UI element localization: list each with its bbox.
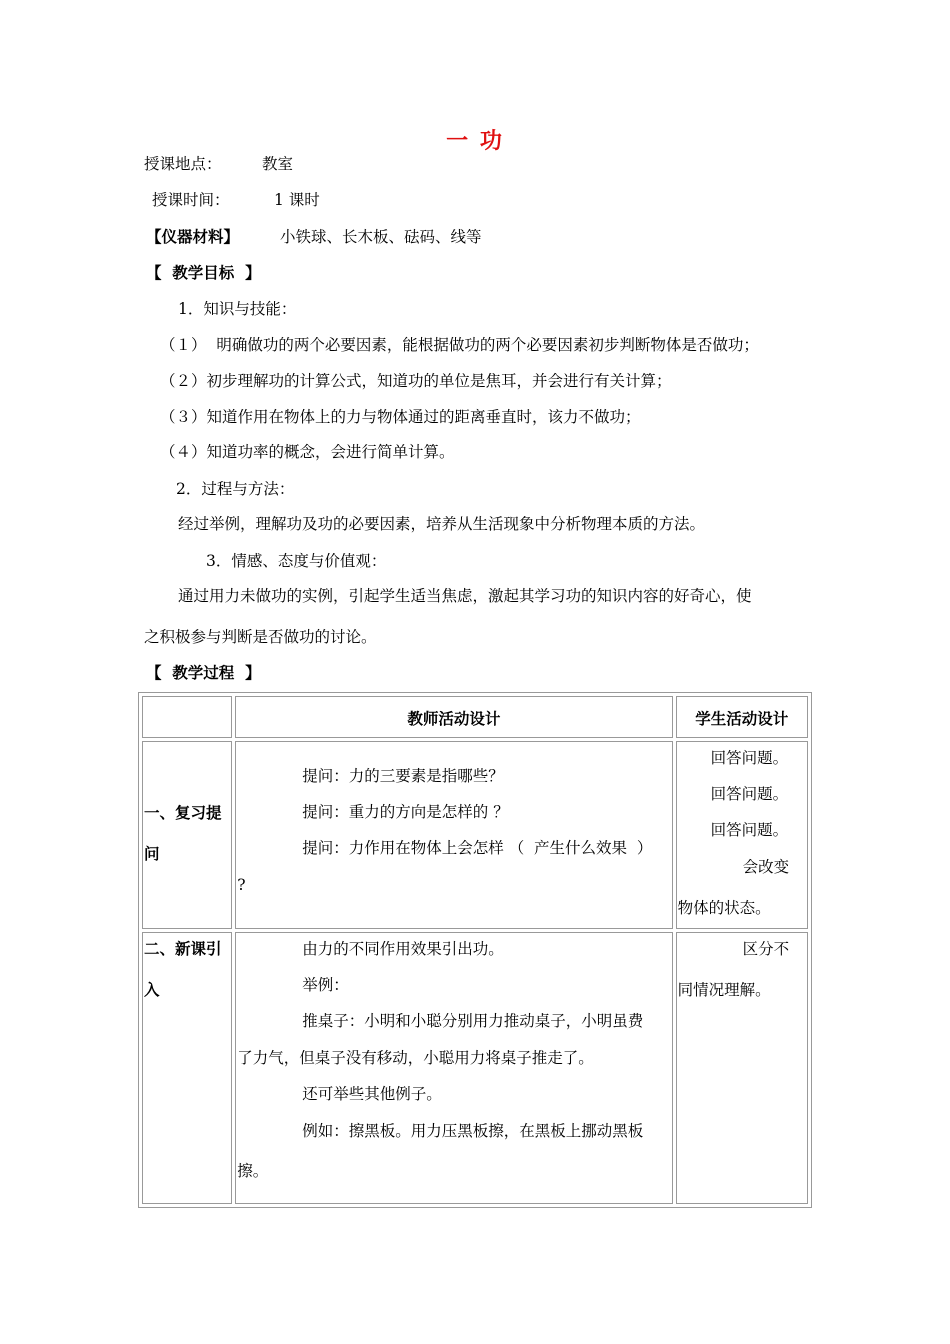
teacher-cell (235, 741, 672, 929)
stage-label-line-2: 入 (144, 981, 160, 999)
teacher-line: 了力气，但桌子没有移动，小聪用力将桌子推走了。 (237, 1049, 594, 1067)
goals-section-1-title: 1．知识与技能： (178, 300, 297, 318)
teacher-line: 举例： (302, 976, 349, 994)
location-value: 教室 (262, 155, 294, 173)
header-student-label: 学生活动设计 (695, 710, 789, 728)
student-line: 回答问题。 (710, 749, 789, 767)
header-cell-stage (142, 696, 232, 738)
student-cell (676, 932, 808, 1204)
stage-label-line-2: 问 (144, 845, 160, 863)
stage-label-line-1: 一、复习提 (144, 804, 222, 822)
student-cell (676, 741, 808, 929)
document-title: 一 功 (446, 129, 504, 154)
location-label: 授课地点： (144, 155, 222, 173)
teacher-line: 还可举些其他例子。 (302, 1085, 442, 1103)
teacher-line: 提问：重力的方向是怎样的 ？ (302, 803, 509, 821)
goals-item-3: （３）知道作用在物体上的力与物体通过的距离垂直时，该力不做功； (160, 408, 641, 426)
time-label: 授课时间： (152, 191, 230, 209)
table-row (142, 741, 808, 929)
student-line: 物体的状态。 (677, 899, 771, 917)
goals-section-3-text-line-1: 通过用力未做功的实例，引起学生适当焦虑，激起其学习功的知识内容的好奇心，使 (178, 587, 752, 605)
materials-label: 【仪器材料】 (146, 228, 240, 246)
teacher-line: 擦。 (237, 1162, 269, 1180)
teacher-line: 例如：擦黑板。用力压黑板擦，在黑板上挪动黑板 (302, 1122, 644, 1140)
student-line: 会改变 (742, 858, 790, 876)
stage-cell (142, 741, 232, 929)
teacher-line: 提问：力的三要素是指哪些？ (302, 767, 504, 785)
teacher-line: ? (237, 876, 246, 894)
goals-item-2: （２）初步理解功的计算公式，知道功的单位是焦耳，并会进行有关计算； (160, 372, 672, 390)
goals-section-2-text: 经过举例，理解功及功的必要因素，培养从生活现象中分析物理本质的方法。 (178, 515, 706, 533)
stage-cell (142, 932, 232, 1204)
process-table (138, 692, 812, 1208)
student-line: 回答问题。 (710, 821, 789, 839)
teacher-line: 提问：力作用在物体上会怎样 （ 产生什么效果 ） (302, 839, 653, 857)
teacher-cell (235, 932, 672, 1204)
teacher-line: 由力的不同作用效果引出功。 (302, 940, 504, 958)
time-value: 1 课时 (274, 191, 320, 209)
header-cell-teacher (235, 696, 672, 738)
table-row (142, 932, 808, 1204)
header-teacher-label: 教师活动设计 (407, 710, 501, 728)
goals-section-2-title: 2．过程与方法： (176, 480, 295, 498)
header-cell-student (676, 696, 808, 738)
teacher-line: 推桌子：小明和小聪分别用力推动桌子，小明虽费 (302, 1012, 644, 1030)
goals-heading: 【 教学目标 】 (146, 264, 261, 282)
goals-section-3-text-line-2: 之积极参与判断是否做功的讨论。 (144, 628, 377, 646)
student-line: 区分不 (742, 940, 790, 958)
table-header-row (142, 696, 808, 738)
student-line: 同情况理解。 (677, 981, 771, 999)
process-heading: 【 教学过程 】 (146, 664, 261, 682)
goals-item-4: （４）知道功率的概念，会进行简单计算。 (160, 443, 455, 461)
student-line: 回答问题。 (710, 785, 789, 803)
stage-label-line-1: 二、新课引 (144, 940, 222, 958)
goals-item-1: （１） 明确做功的两个必要因素，能根据做功的两个必要因素初步判断物体是否做功； (160, 336, 759, 354)
goals-section-3-title: 3．情感、态度与价值观： (206, 552, 387, 570)
materials-value: 小铁球、长木板、砝码、线等 (280, 228, 482, 246)
